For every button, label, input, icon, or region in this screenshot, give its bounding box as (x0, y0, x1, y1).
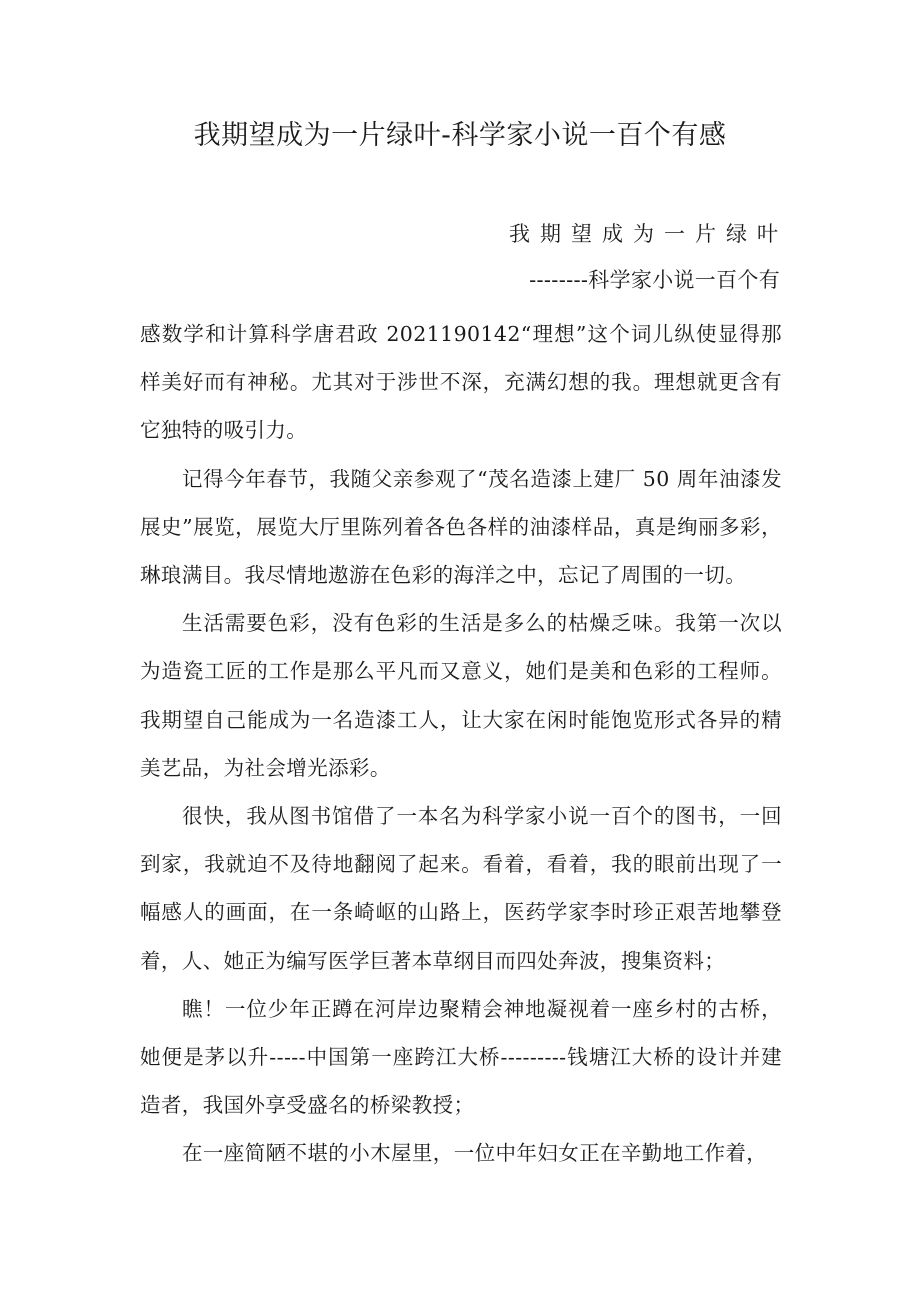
paragraph-6: 在一座简陋不堪的小木屋里，一位中年妇女正在辛勤地工作着， (182, 1141, 768, 1166)
paragraph-3: 生活需要色彩，没有色彩的生活是多么的枯燥乏味。我第一次以为造瓷工匠的工作是那么平凡而又意义，她们是美和色彩的工程师。我期望自己能成为一名造漆工人，让大家在闲时能饱览形式各异的精美艺品，为社会增光添彩。 (140, 611, 782, 780)
essay-subtitle: 我期望成为一片绿叶 (509, 222, 788, 246)
essay-body (140, 310, 782, 1178)
essay-byline: --------科学家小说一百个有 (529, 268, 780, 292)
document-title: 我期望成为一片绿叶-科学家小说一百个有感 (193, 120, 727, 151)
paragraph-1: 感数学和计算科学唐君政 2021190142“理想”这个词儿纵使显得那样美好而有神秘。尤其对于涉世不深，充满幻想的我。理想就更含有它独特的吸引力。 (140, 322, 782, 443)
paragraph-5: 瞧！一位少年正蹲在河岸边聚精会神地凝视着一座乡村的古桥，她便是茅以升-----中国第一座跨江大桥---------钱塘江大桥的设计并建造者，我国外享受盛名的桥梁教授； (140, 996, 782, 1118)
paragraph-2: 记得今年春节，我随父亲参观了“茂名造漆上建厂 50 周年油漆发展史”展览，展览大厅里陈列着各色各样的油漆样品，真是绚丽多彩，琳琅满目。我尽情地遨游在色彩的海洋之中，忘记了周围的一切。 (140, 466, 782, 588)
paragraph-4: 很快，我从图书馆借了一本名为科学家小说一百个的图书，一回到家，我就迫不及待地翻阅了起来。看着，看着，我的眼前出现了一幅感人的画面，在一条崎岖的山路上，医药学家李时珍正艰苦地攀登着，人、她正为编写医学巨著本草纲目而四处奔波，搜集资料； (140, 804, 782, 973)
